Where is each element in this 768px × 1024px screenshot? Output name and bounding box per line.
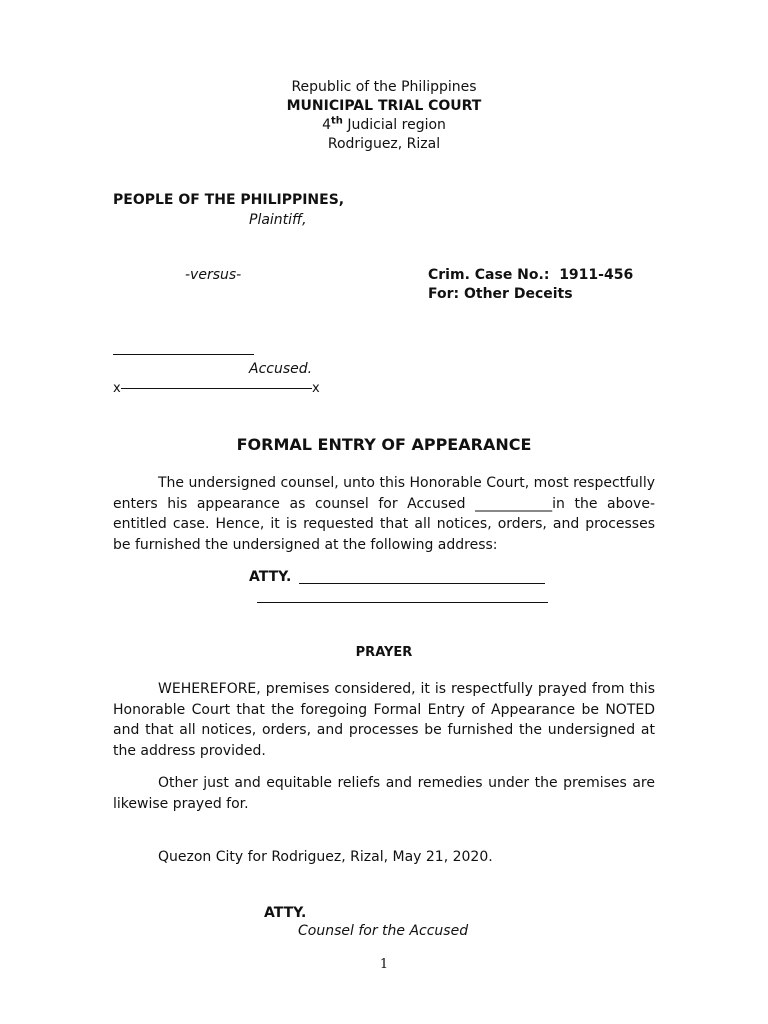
plaintiff-role: Plaintiff, — [249, 212, 307, 228]
region-superscript: th — [331, 115, 343, 127]
accused-blank: ___________ — [475, 495, 553, 512]
prayer-paragraph: WEHEREFORE, premises considered, it is respectfully prayed from this Honorable Court that the foregoing Formal Entry of Appearance be NOTED and that all notices, orders, and processes be furnished the undersigned at the address provided. — [113, 681, 655, 759]
caption-divider — [121, 388, 312, 389]
document-title: FORMAL ENTRY OF APPEARANCE — [236, 435, 532, 454]
case-number — [428, 266, 633, 285]
judicial-region — [0, 116, 768, 135]
prayer-heading: PRAYER — [355, 645, 413, 660]
region-number: 4 — [322, 117, 331, 133]
page-number: 1 — [379, 957, 389, 972]
versus-label: -versus- — [185, 267, 242, 283]
signature-role: Counsel for the Accused — [298, 923, 469, 939]
reliefs-paragraph: Other just and equitable reliefs and remedies under the premises are likewise prayed for. — [113, 775, 655, 812]
intro-text-2: in the above-entitled case. Hence, it is requested that all notices, orders, and processes be furnished the undersigned at the following address: — [113, 495, 655, 553]
court-name: MUNICIPAL TRIAL COURT — [286, 98, 482, 114]
atty-address-label: ATTY. — [249, 569, 292, 585]
caption-x-right: x — [312, 381, 320, 396]
atty-name-blank — [299, 583, 545, 584]
accused-role: Accused. — [249, 361, 313, 377]
caption-x-left: x — [113, 381, 121, 396]
intro-paragraph — [113, 473, 655, 555]
place-and-date: Quezon City for Rodriguez, Rizal, May 21, 2020. — [158, 849, 493, 865]
address-blank — [257, 602, 548, 603]
signature-atty: ATTY. — [264, 905, 307, 921]
republic-line: Republic of the Philippines — [291, 79, 477, 95]
case-number-value: 1911-456 — [559, 267, 634, 283]
case-offense: For: Other Deceits — [428, 286, 573, 302]
accused-name-blank — [113, 354, 254, 355]
plaintiff-name: PEOPLE OF THE PHILIPPINES, — [113, 192, 345, 208]
intro-text-1: The undersigned counsel, unto this Honorable Court, most respectfully enters his appearance as counsel for Accused — [113, 475, 655, 512]
case-number-label: Crim. Case No.: — [428, 267, 550, 283]
region-text: Judicial region — [342, 117, 446, 133]
court-location: Rodriguez, Rizal — [327, 136, 441, 152]
